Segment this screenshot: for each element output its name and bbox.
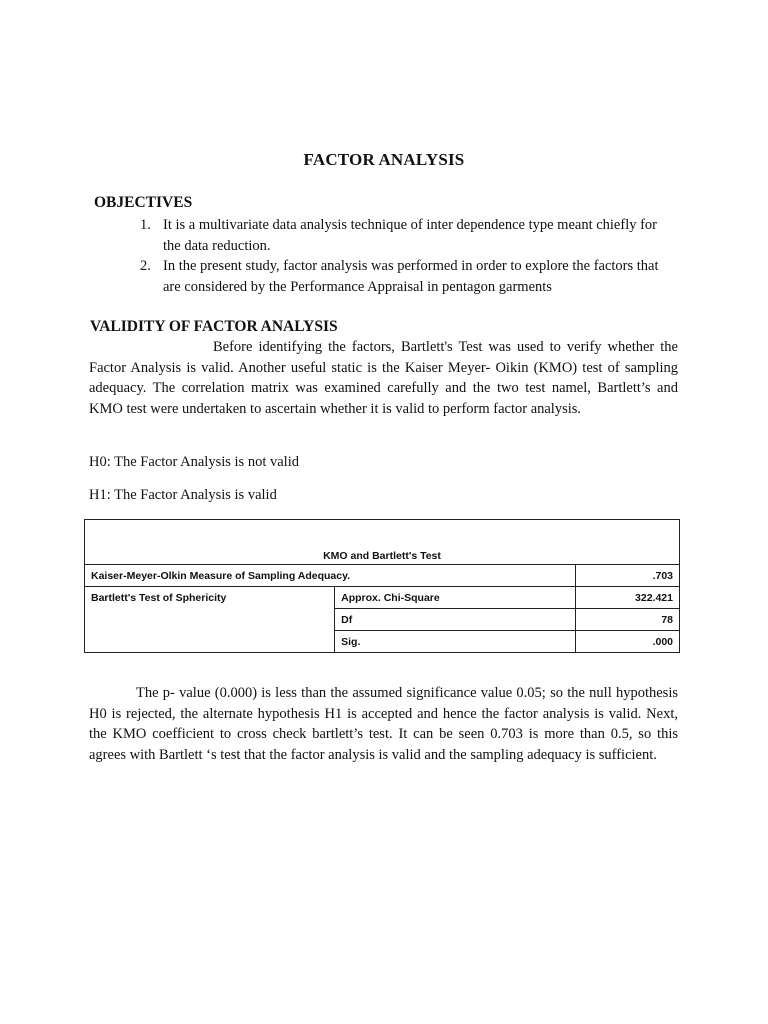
list-item-number: 2. bbox=[140, 258, 151, 274]
list-item-number: 1. bbox=[140, 217, 151, 233]
empty-cell bbox=[85, 631, 335, 653]
list-item bbox=[140, 215, 660, 256]
bartlett-label-cell: Bartlett's Test of Sphericity bbox=[85, 587, 335, 609]
conclusion-paragraph: The p- value (0.000) is less than the assumed significance value 0.05; so the null hypothesis H0 is rejected, the alternate hypothesis H1 is accepted and hence the factor analysis is valid. Next, the KMO coefficient to cross check bartlett’s test. It can be seen 0.703 is more than 0.5, so this agrees with Bartlett ‘s test that the factor analysis is valid and the sampling adequacy is sufficient. bbox=[89, 685, 678, 763]
list-item-text: In the present study, factor analysis was performed in order to explore the factors that are considered by the Performance Appraisal in pentagon garments bbox=[163, 258, 659, 295]
stat-label-cell: Approx. Chi-Square bbox=[335, 587, 576, 609]
stat-value-cell: 322.421 bbox=[576, 587, 680, 609]
table-caption: KMO and Bartlett's Test bbox=[85, 520, 680, 565]
list-item bbox=[140, 256, 660, 297]
page-title: FACTOR ANALYSIS bbox=[303, 150, 465, 169]
table-row bbox=[85, 609, 680, 631]
null-hypothesis: H0: The Factor Analysis is not valid bbox=[89, 454, 299, 470]
table-row bbox=[85, 631, 680, 653]
kmo-bartlett-table bbox=[84, 519, 680, 653]
validity-paragraph: Before identifying the factors, Bartlett's Test was used to verify whether the Factor Analysis is valid. Another useful static is the Kaiser Meyer- Oikin (KMO) test of sampling adequacy. The correlation matrix was examined carefully and the two test namel, Bartlett’s and KMO test were undertaken to ascertain whether it is valid to perform factor analysis. bbox=[89, 339, 678, 417]
stat-value-cell: 78 bbox=[576, 609, 680, 631]
empty-cell bbox=[85, 609, 335, 631]
table-caption-row bbox=[85, 520, 680, 565]
validity-heading: VALIDITY OF FACTOR ANALYSIS bbox=[90, 318, 338, 335]
kmo-label-cell: Kaiser-Meyer-Olkin Measure of Sampling Adequacy. bbox=[85, 565, 576, 587]
stat-value-cell: .000 bbox=[576, 631, 680, 653]
stat-label-cell: Sig. bbox=[335, 631, 576, 653]
stat-label-cell: Df bbox=[335, 609, 576, 631]
table-row bbox=[85, 587, 680, 609]
objectives-heading: OBJECTIVES bbox=[94, 194, 193, 211]
kmo-value-cell: .703 bbox=[576, 565, 680, 587]
objectives-list bbox=[140, 215, 660, 297]
alternate-hypothesis: H1: The Factor Analysis is valid bbox=[89, 487, 277, 503]
table-row bbox=[85, 565, 680, 587]
list-item-text: It is a multivariate data analysis technique of inter dependence type meant chiefly for the data reduction. bbox=[163, 217, 658, 254]
